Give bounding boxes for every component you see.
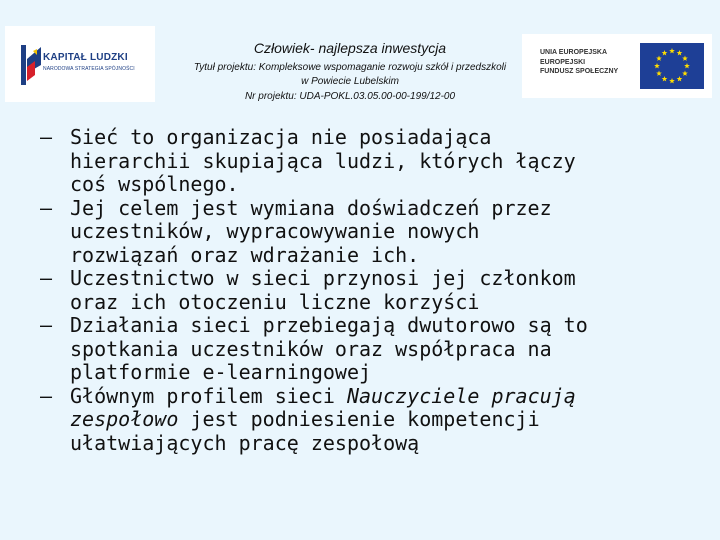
- eu-text-line-2: EUROPEJSKI: [540, 58, 586, 66]
- bullet-text: uczestników, wypracowywanie nowych: [70, 219, 480, 243]
- bullet-line: [70, 338, 710, 362]
- eu-text: [540, 48, 632, 77]
- eu-text-line-1: UNIA EUROPEJSKA: [540, 49, 608, 56]
- bullet-line: [70, 314, 710, 338]
- bullet-line: [70, 150, 710, 174]
- project-location: w Powiecie Lubelskim: [301, 76, 399, 87]
- eu-flag-icon: [640, 43, 704, 89]
- bullet-text: Głównym profilem sieci: [70, 383, 347, 408]
- bullet-text: oraz ich otoczeniu liczne korzyści: [70, 289, 480, 314]
- bullet-item: [30, 267, 710, 314]
- eu-logo: [522, 34, 712, 98]
- header-title: Człowiek- najlepsza inwestycja: [253, 40, 447, 56]
- project-number: Nr projektu: UDA-POKL.03.05.00-00-199/12-00: [244, 91, 456, 102]
- network-profile-emphasis: Nauczyciele pracują: [346, 383, 576, 408]
- bullet-line: [70, 385, 710, 409]
- bullet-line: [70, 408, 710, 432]
- bullet-item: [30, 126, 710, 197]
- bullet-item: [30, 314, 710, 385]
- bullet-text: spotkania uczestników oraz współpraca na: [70, 336, 552, 361]
- kapital-ludzki-name: KAPITAŁ LUDZKI: [43, 52, 128, 63]
- bullet-line: [70, 197, 710, 221]
- bullet-dash: –: [40, 125, 53, 149]
- bullet-dash: –: [40, 383, 53, 408]
- bullet-list: [30, 126, 710, 455]
- bullet-text: rozwiązań oraz wdrażanie ich.: [70, 242, 420, 267]
- bullet-line: [70, 173, 710, 197]
- bullet-line: [70, 220, 710, 244]
- bullet-text: hierarchii skupiająca ludzi, których łączy: [70, 148, 576, 173]
- bullet-text: Uczestnictwo w sieci przynosi jej członkom: [70, 266, 576, 290]
- bullet-text: jest podniesienie kompetencji: [178, 407, 540, 431]
- bullet-text: Działania sieci przebiegają dwutorowo są to: [70, 313, 588, 337]
- bullet-item: [30, 197, 710, 268]
- bullet-line: [70, 267, 710, 291]
- network-profile-emphasis: zespołowo: [70, 407, 179, 431]
- bullet-text: Sieć to organizacja nie posiadająca: [70, 125, 492, 149]
- kapital-ludzki-subtitle: NARODOWA STRATEGIA SPÓJNOŚCI: [43, 66, 135, 72]
- bullet-dash: –: [40, 195, 53, 220]
- bullet-text: platformie e-learningowej: [70, 360, 372, 384]
- eu-text-line-3: FUNDUSZ SPOŁECZNY: [540, 68, 619, 75]
- kapital-ludzki-logo: [5, 26, 155, 102]
- project-title: Tytuł projektu: Kompleksowe wspomaganie rozwoju szkół i przedszkoli: [193, 62, 507, 73]
- bullet-dash: –: [40, 313, 53, 337]
- bullet-line: [70, 126, 710, 150]
- bullet-line: [70, 244, 710, 268]
- bullet-item: [30, 385, 710, 456]
- bullet-line: [70, 361, 710, 385]
- kapital-ludzki-mark-icon: [21, 45, 41, 85]
- bullet-dash: –: [40, 266, 53, 290]
- bullet-text: Jej celem jest wymiana doświadczeń przez: [70, 195, 552, 220]
- bullet-text: coś wspólnego.: [70, 172, 239, 196]
- bullet-text: ułatwiających pracę zespołową: [70, 430, 420, 455]
- bullet-line: [70, 291, 710, 315]
- bullet-line: [70, 432, 710, 456]
